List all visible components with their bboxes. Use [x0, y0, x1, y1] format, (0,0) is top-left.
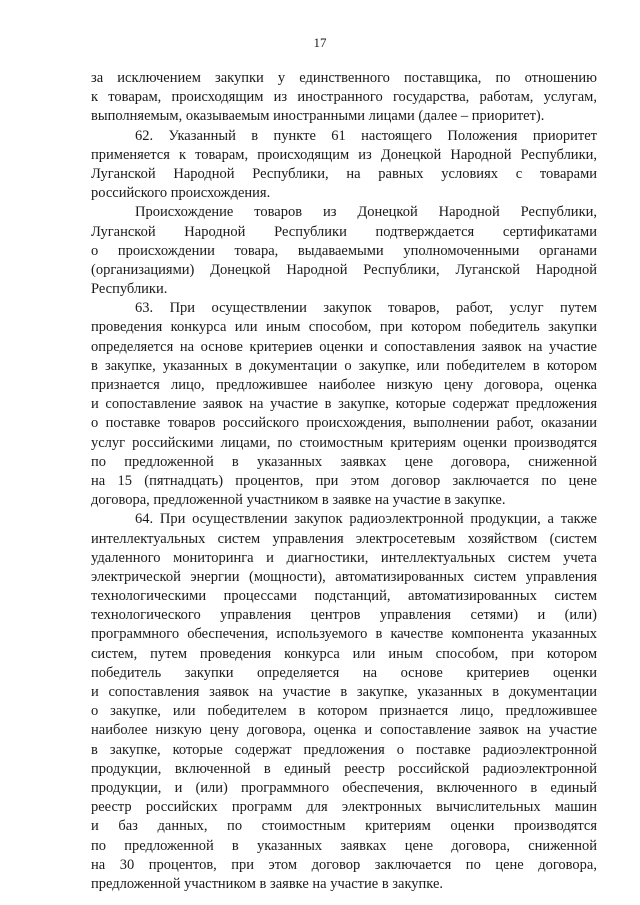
text-line: в закупке, указанных в документации о закупке, или победителем в котором	[91, 357, 597, 374]
text-line: российского происхождения.	[91, 185, 271, 202]
text-line: Республики.	[91, 281, 168, 298]
text-line: договора, предложенной участником в заявке на участие в закупке.	[91, 492, 506, 509]
text-line: предложенной участником в заявке на участие в закупке.	[91, 875, 444, 892]
text-line: продукции, включенной в единый реестр российской радиоэлектронной	[91, 760, 597, 777]
text-line: определяется на основе критериев оценки и сопоставления заявок на участие	[91, 338, 597, 355]
text-line: и сопоставление заявок на участие в закупке, которые содержат предложения	[91, 396, 597, 413]
text-line: признается лицо, предложившее наиболее низкую цену договора, оценка	[91, 377, 597, 393]
paragraph-first-line: 64. При осуществлении закупок радиоэлектронной продукции, а также	[135, 511, 597, 528]
text-line: и сопоставления заявок на участие в закупке, указанных в документации	[91, 684, 597, 700]
text-line: удаленного мониторинга и диагностики, интеллектуальных систем учета	[91, 549, 597, 566]
text-line: победитель закупки определяется на основе критериев оценки	[91, 664, 597, 681]
text-line: на 30 процентов, при этом договор заключается по цене договора,	[91, 856, 597, 873]
text-line: интеллектуальных систем управления электросетевым хозяйством (систем	[91, 530, 597, 547]
text-line: по предложенной в указанных заявках цене договора, сниженной	[91, 453, 597, 470]
text-line: о закупке, или победителем в котором признается лицо, предложившее	[91, 703, 597, 720]
text-line: применяется к товарам, происходящим из Донецкой Народной Республики,	[91, 146, 597, 163]
page-number: 17	[313, 35, 327, 50]
paragraph-first-line: Происхождение товаров из Донецкой Народной Республики,	[135, 204, 597, 221]
text-line: за исключением закупки у единственного поставщика, по отношению	[91, 70, 597, 86]
text-line: выполняемым, оказываемым иностранными лицами (далее – приоритет).	[91, 108, 545, 125]
text-line: продукции, и (или) программного обеспечения, включенного в единый	[91, 779, 597, 796]
text-line: Луганской Народной Республики подтверждается сертификатами	[91, 223, 597, 240]
text-line: реестр российских программ для электронных вычислительных машин	[91, 799, 597, 816]
text-line: электрической энергии (мощности), автоматизированных систем управления	[91, 568, 597, 585]
text-line: по предложенной в указанных заявках цене договора, сниженной	[91, 837, 597, 854]
text-line: услуг российскими лицами, по стоимостным критериям оценки производятся	[91, 434, 597, 451]
text-line: о поставке товаров российского происхождения, выполнении работ, оказании	[91, 415, 597, 432]
document-body	[91, 69, 597, 894]
text-line: технологическими процессами подстанций, автоматизированных систем	[91, 588, 597, 605]
text-line: и баз данных, по стоимостным критериям оценки производятся	[91, 818, 597, 835]
text-line: (организациями) Донецкой Народной Республики, Луганской Народной	[91, 261, 597, 278]
text-line: на 15 (пятнадцать) процентов, при этом договор заключается по цене	[91, 472, 597, 489]
text-line: в закупке, которые содержат предложения о поставке радиоэлектронной	[91, 741, 597, 758]
text-line: проведения конкурса или иным способом, при котором победитель закупки	[91, 319, 597, 336]
text-line: о происхождении товара, выдаваемыми уполномоченными органами	[91, 242, 597, 259]
text-line: Луганской Народной Республики, на равных условиях с товарами	[91, 165, 597, 182]
text-line: систем, путем проведения конкурса или иным способом, при котором	[91, 645, 597, 662]
text-line: наиболее низкую цену договора, оценка и сопоставление заявок на участие	[91, 722, 597, 739]
paragraph-first-line: 62. Указанный в пункте 61 настоящего Положения приоритет	[135, 127, 597, 144]
paragraph-first-line: 63. При осуществлении закупок товаров, работ, услуг путем	[135, 300, 597, 317]
text-line: программного обеспечения, используемого в качестве компонента указанных	[91, 626, 597, 643]
text-line: технологического управления центров управления сетями) и (или)	[91, 607, 597, 624]
text-line: к товарам, происходящим из иностранного государства, работам, услугам,	[91, 89, 597, 106]
